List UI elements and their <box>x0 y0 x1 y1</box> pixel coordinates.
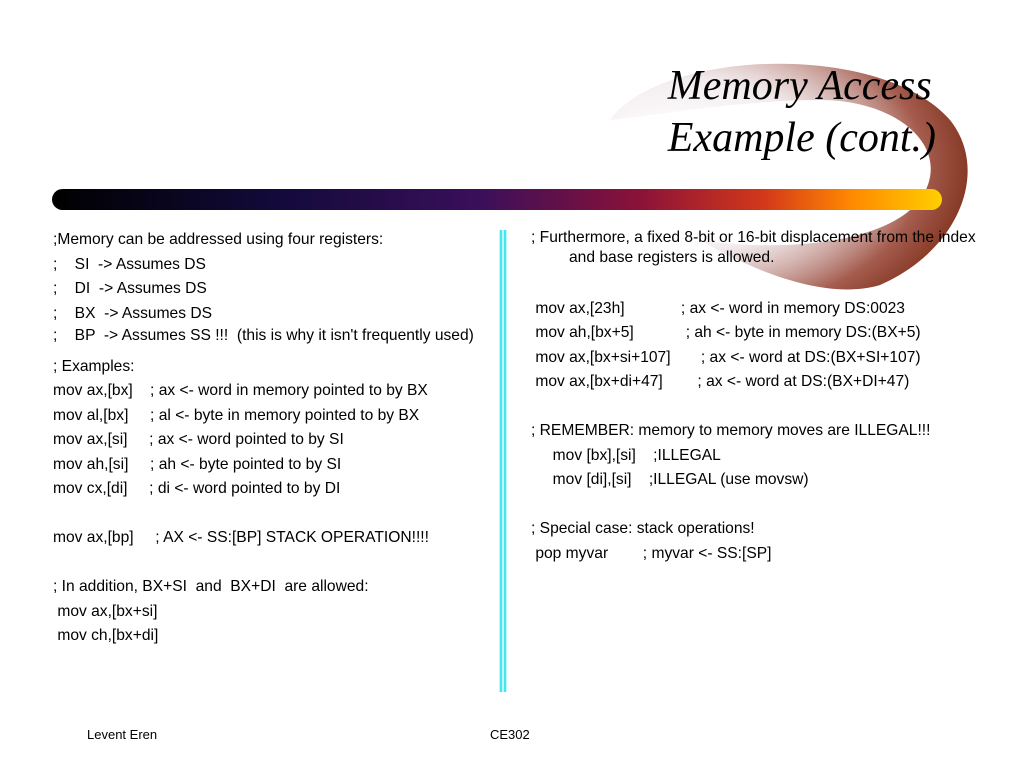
text-line: ; DI -> Assumes DS <box>53 280 207 297</box>
text-line: mov ax,[bx+di+47] ; ax <- word at DS:(BX+DI+47) <box>531 373 910 390</box>
text-line: ; Special case: stack operations! <box>531 520 755 537</box>
text-line: mov ax,[23h] ; ax <- word in memory DS:0023 <box>531 299 905 317</box>
text-line: pop myvar ; myvar <- SS:[SP] <box>531 544 772 562</box>
blank-line <box>53 551 483 576</box>
blank-line <box>531 272 981 297</box>
text-line: mov ax,[si] ; ax <- word pointed to by SI <box>53 431 344 448</box>
text-line: ; In addition, BX+SI and BX+DI are allowed: <box>53 578 369 595</box>
title-line-2: Example (cont.) <box>667 115 936 161</box>
slide-title <box>668 60 936 164</box>
left-column <box>53 228 483 649</box>
text-line: mov [di],[si] ;ILLEGAL (use movsw) <box>531 471 809 488</box>
text-line: ; Examples: <box>53 357 135 375</box>
text-line: mov ax,[bp] ; AX <- SS:[BP] STACK OPERATION!!!! <box>53 529 429 546</box>
blank-line <box>531 493 981 518</box>
blank-line <box>531 395 981 420</box>
text-line: ; Furthermore, a fixed 8-bit or 16-bit displacement from the index and base registers is allowed. <box>531 229 980 266</box>
gradient-bar <box>52 189 942 210</box>
text-line: ; SI -> Assumes DS <box>53 255 206 273</box>
text-line: mov cx,[di] ; di <- word pointed to by DI <box>53 480 341 497</box>
blank-line <box>53 502 483 527</box>
right-column <box>531 228 981 566</box>
footer-author: Levent Eren <box>87 727 158 742</box>
text-line: mov al,[bx] ; al <- byte in memory pointed to by BX <box>53 406 420 424</box>
footer-course: CE302 <box>490 727 530 742</box>
text-line: mov ch,[bx+di] <box>53 627 159 644</box>
text-line: mov ah,[si] ; ah <- byte pointed to by SI <box>53 455 342 473</box>
text-line: mov ah,[bx+5] ; ah <- byte in memory DS:(BX+5) <box>531 324 921 341</box>
text-line: mov ax,[bx+si] <box>53 602 158 620</box>
text-line: mov [bx],[si] ;ILLEGAL <box>531 446 721 464</box>
text-line: ; REMEMBER: memory to memory moves are ILLEGAL!!! <box>531 422 931 439</box>
text-line: ;Memory can be addressed using four registers: <box>53 231 384 248</box>
text-line: ; BX -> Assumes DS <box>53 304 213 322</box>
text-line: mov ax,[bx+si+107] ; ax <- word at DS:(BX+SI+107) <box>531 348 921 366</box>
title-line-1: Memory Access <box>667 63 932 109</box>
text-line: ; BP -> Assumes SS !!! (this is why it isn't frequently used) <box>53 327 474 344</box>
text-line: mov ax,[bx] ; ax <- word in memory pointed to by BX <box>53 382 428 399</box>
column-divider <box>499 230 507 692</box>
